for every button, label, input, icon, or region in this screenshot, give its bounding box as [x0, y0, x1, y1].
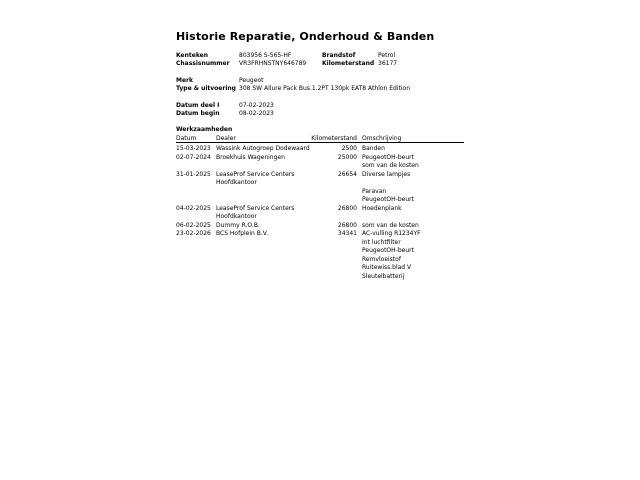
- row-omschrijving-item: AC-vulling R1234YF: [362, 230, 421, 237]
- row-dealer: Broekhuis Wageningen: [216, 153, 285, 161]
- merk-label: Merk: [176, 77, 193, 84]
- row-omschrijving-item: Remvloeistof: [362, 255, 401, 263]
- column-header-kilometerstand: Kilometerstand: [311, 135, 357, 142]
- row-kilometerstand: 34341: [337, 230, 357, 237]
- kenteken-label: Kenteken: [176, 52, 208, 59]
- row-dealer-line2: Hoofdkantoor: [216, 179, 257, 186]
- row-datum: 31-01-2025: [176, 170, 211, 178]
- kilometerstand-value: 36177: [378, 60, 398, 67]
- row-omschrijving-item: PeugeotOH-beurt: [362, 247, 414, 254]
- brandstof-value: Petrol: [378, 52, 396, 59]
- row-dealer: LeaseProf Service Centers: [216, 170, 295, 178]
- row-datum: 04-02-2025: [176, 204, 211, 212]
- row-dealer: LeaseProf Service Centers: [216, 204, 295, 212]
- row-dealer: BCS Hofplein B.V.: [216, 230, 269, 237]
- row-datum: 06-02-2025: [176, 221, 211, 229]
- row-omschrijving-item: Ruitewiss.blad V: [362, 264, 412, 271]
- row-kilometerstand: 25000: [337, 153, 357, 161]
- row-omschrijving-item: Diverse lampjes: [362, 170, 411, 178]
- chassisnummer-value: VR3FRHNSTNY646789: [239, 60, 307, 67]
- row-omschrijving-item: som van de kosten: [362, 221, 419, 229]
- row-omschrijving-item: PeugeotOH-beurt: [362, 196, 414, 203]
- row-omschrijving-item: Hoedenplank: [362, 204, 402, 212]
- row-omschrijving-item: PeugeotOH-beurt: [362, 153, 414, 161]
- brandstof-label: Brandstof: [322, 52, 356, 59]
- row-omschrijving-item: Banden: [362, 145, 385, 152]
- merk-value: Peugeot: [239, 77, 264, 84]
- werkzaamheden-heading: Werkzaamheden: [176, 126, 233, 133]
- datum-deel-label: Datum deel I: [176, 102, 220, 109]
- datum-begin-value: 08-02-2023: [239, 110, 274, 117]
- kenteken-value: 803956 S-565-HF: [239, 52, 292, 59]
- column-header-datum: Datum: [176, 135, 197, 142]
- row-datum: 02-07-2024: [176, 153, 211, 161]
- row-omschrijving-item: Int luchtfilter: [362, 238, 401, 246]
- row-dealer-line2: Hoofdkantoor: [216, 213, 257, 220]
- row-kilometerstand: 2500: [341, 145, 357, 152]
- row-dealer: Dummy R.O.B.: [216, 221, 260, 229]
- chassisnummer-label: Chassisnummer: [176, 60, 230, 67]
- row-kilometerstand: 26654: [337, 170, 357, 178]
- header-rule: [176, 142, 464, 143]
- row-omschrijving-item: Paravan: [362, 187, 387, 195]
- datum-deel-value: 07-02-2023: [239, 102, 274, 109]
- datum-begin-label: Datum begin: [176, 110, 220, 117]
- column-header-omschrijving: Omschrijving: [362, 135, 402, 142]
- row-kilometerstand: 26800: [337, 204, 357, 212]
- column-header-dealer: Dealer: [216, 135, 236, 142]
- row-datum: 15-03-2023: [176, 145, 211, 152]
- page-title: Historie Reparatie, Onderhoud & Banden: [176, 30, 435, 43]
- type-value: 308 SW Allure Pack Bus.1.2PT 130pk EAT8 Athlon Edition: [239, 85, 410, 92]
- type-label: Type & uitvoering: [176, 85, 236, 92]
- row-kilometerstand: 26800: [337, 221, 357, 229]
- row-omschrijving-item: som van de kosten: [362, 162, 419, 169]
- row-omschrijving-item: Sleutelbatterij: [362, 272, 405, 280]
- row-dealer: Wassink Autogroep Dodewaard: [216, 145, 310, 152]
- kilometerstand-label: Kilometerstand: [322, 60, 375, 67]
- row-datum: 23-02-2026: [176, 230, 211, 237]
